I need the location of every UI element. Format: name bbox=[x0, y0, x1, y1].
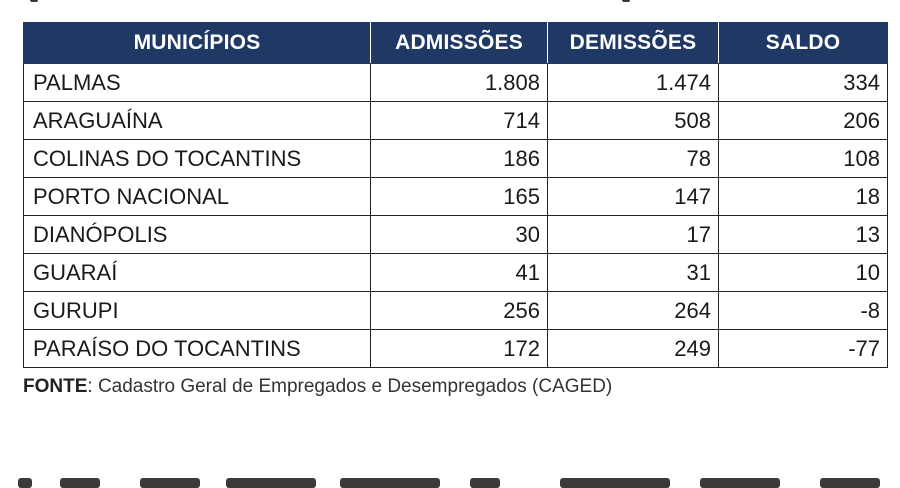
table-row bbox=[24, 254, 888, 292]
cell-demissoes: 508 bbox=[548, 102, 719, 140]
cropped-glyph bbox=[30, 0, 38, 2]
cell-municipio: DIANÓPOLIS bbox=[24, 216, 371, 254]
cell-admissoes: 172 bbox=[371, 330, 548, 368]
cropped-text-top bbox=[0, 0, 900, 6]
cell-demissoes: 17 bbox=[548, 216, 719, 254]
cell-municipio: GURUPI bbox=[24, 292, 371, 330]
source-label: FONTE bbox=[23, 376, 88, 397]
cell-saldo: 10 bbox=[719, 254, 888, 292]
table-row bbox=[24, 292, 888, 330]
table-row bbox=[24, 330, 888, 368]
cropped-glyph bbox=[340, 478, 440, 488]
source-note bbox=[23, 376, 612, 398]
cropped-glyph bbox=[820, 478, 880, 488]
cell-admissoes: 1.808 bbox=[371, 64, 548, 102]
cell-municipio: PALMAS bbox=[24, 64, 371, 102]
employment-table bbox=[23, 22, 888, 368]
table-row bbox=[24, 102, 888, 140]
cell-admissoes: 186 bbox=[371, 140, 548, 178]
table-row bbox=[24, 64, 888, 102]
cell-admissoes: 714 bbox=[371, 102, 548, 140]
table-row bbox=[24, 140, 888, 178]
table-row bbox=[24, 216, 888, 254]
table-row bbox=[24, 178, 888, 216]
header-saldo: SALDO bbox=[719, 23, 888, 64]
cropped-glyph bbox=[470, 478, 500, 488]
cell-saldo: -77 bbox=[719, 330, 888, 368]
cropped-glyph bbox=[18, 478, 32, 488]
cell-municipio: COLINAS DO TOCANTINS bbox=[24, 140, 371, 178]
cell-admissoes: 256 bbox=[371, 292, 548, 330]
cell-admissoes: 30 bbox=[371, 216, 548, 254]
cell-demissoes: 264 bbox=[548, 292, 719, 330]
cell-saldo: 108 bbox=[719, 140, 888, 178]
cell-municipio: PARAÍSO DO TOCANTINS bbox=[24, 330, 371, 368]
cell-municipio: ARAGUAÍNA bbox=[24, 102, 371, 140]
cell-admissoes: 41 bbox=[371, 254, 548, 292]
header-municipios: MUNICÍPIOS bbox=[24, 23, 371, 64]
cropped-glyph bbox=[560, 478, 670, 488]
cropped-glyph bbox=[140, 478, 200, 488]
cell-demissoes: 249 bbox=[548, 330, 719, 368]
cell-saldo: 18 bbox=[719, 178, 888, 216]
cell-saldo: -8 bbox=[719, 292, 888, 330]
cell-demissoes: 78 bbox=[548, 140, 719, 178]
header-admissoes: ADMISSÕES bbox=[371, 23, 548, 64]
cell-saldo: 334 bbox=[719, 64, 888, 102]
cell-demissoes: 1.474 bbox=[548, 64, 719, 102]
header-demissoes: DEMISSÕES bbox=[548, 23, 719, 64]
cropped-glyph bbox=[700, 478, 780, 488]
cell-demissoes: 147 bbox=[548, 178, 719, 216]
cropped-text-bottom bbox=[0, 476, 900, 484]
cropped-glyph bbox=[622, 0, 630, 2]
cell-municipio: GUARAÍ bbox=[24, 254, 371, 292]
source-text: : Cadastro Geral de Empregados e Desempregados (CAGED) bbox=[87, 376, 613, 397]
table-header-row bbox=[24, 23, 888, 64]
cell-saldo: 206 bbox=[719, 102, 888, 140]
cell-admissoes: 165 bbox=[371, 178, 548, 216]
cropped-glyph bbox=[60, 478, 100, 488]
cell-saldo: 13 bbox=[719, 216, 888, 254]
cell-municipio: PORTO NACIONAL bbox=[24, 178, 371, 216]
cell-demissoes: 31 bbox=[548, 254, 719, 292]
cropped-glyph bbox=[226, 478, 316, 488]
